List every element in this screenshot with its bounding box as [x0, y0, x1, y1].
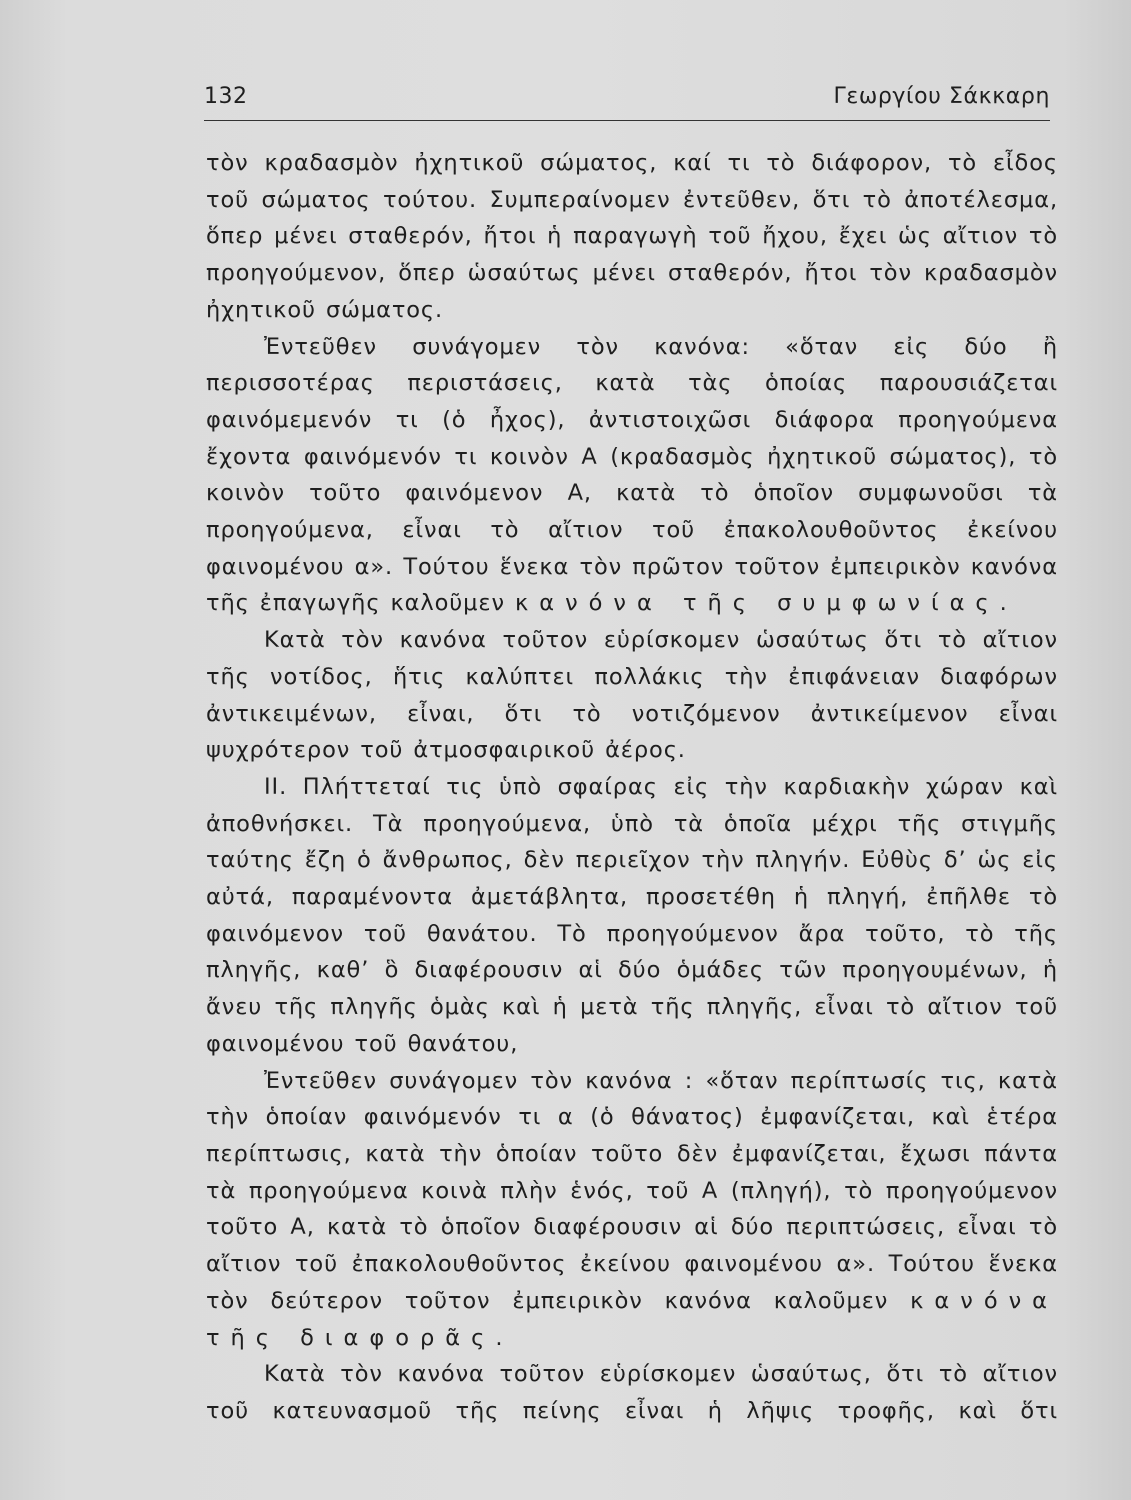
page-number: 132	[204, 84, 248, 109]
paragraph-2-end: .	[999, 590, 1008, 617]
header-rule	[204, 120, 1050, 121]
page-header	[204, 84, 1050, 118]
paragraph-2	[206, 329, 1058, 623]
paragraph-4: ΙΙ. Πλήττεταί τις ὑπὸ σφαίρας εἰς τὴν καρδιακὴν χώραν καὶ ἀποθνήσκει. Τὰ προηγούμενα, ὑπὸ τὰ ὁποῖα μέχρι τῆς στιγμῆς ταύτης ἔζη ὁ ἄνθρωπος, δὲν περιεῖχον τὴν πληγήν. Εὐθὺς δ’ ὡς εἰς αὐτά, παραμένοντα ἀμετάβλητα, προσετέθη ἡ πληγή, ἐπῆλθε τὸ φαινόμενον τοῦ θανάτου. Τὸ προηγούμενον ἄρα τοῦτο, τὸ τῆς πληγῆς, καθ’ ὃ διαφέρουσιν αἱ δύο ὁμάδες τῶν προηγουμένων, ἡ ἄνευ τῆς πληγῆς ὁμὰς καὶ ἡ μετὰ τῆς πληγῆς, εἶναι τὸ αἴτιον τοῦ φαινομένου τοῦ θανάτου,	[206, 773, 1058, 1057]
paragraph-5	[206, 1063, 1058, 1357]
paragraph-2-text: Ἐντεῦθεν συνάγομεν τὸν κανόνα: «ὅταν εἰς δύο ἢ περισσοτέρας περιστάσεις, κατὰ τὰς ὁποίας παρουσιάζεται φαινόμεμενόν τι (ὁ ἦχος), ἀντιστοιχῶσι διάφορα προηγούμενα ἔχοντα φαινόμενόν τι κοινὸν Α (κραδασμὸς ἠχητικοῦ σώματος), τὸ κοινὸν τοῦτο φαινόμενον Α, κατὰ τὸ ὁποῖον συμφωνοῦσι τὰ προηγούμενα, εἶναι τὸ αἴτιον τοῦ ἐπακολουθοῦντος ἐκείνου φαινομένου α». Τούτου ἕνεκα τὸν πρῶτον τοῦτον ἐμπειρικὸν κανόνα τῆς ἐπαγωγῆς καλοῦμεν	[206, 333, 1058, 617]
rule-of-agreement-term: κανόνα τῆς συμφωνίας	[515, 590, 1000, 617]
rule-of-difference-term: κανόνα τῆς διαφορᾶς	[206, 1287, 1058, 1351]
paragraph-3: Κατὰ τὸν κανόνα τοῦτον εὑρίσκομεν ὡσαύτως ὅτι τὸ αἴτιον τῆς νοτίδος, ἥτις καλύπτει πολλάκις τὴν ἐπιφάνειαν διαφόρων ἀντικειμένων, εἶναι, ὅτι τὸ νοτιζόμενον ἀντικείμενον εἶναι ψυχρότερον τοῦ ἀτμοσφαιρικοῦ ἀέρος.	[206, 627, 1058, 764]
paragraph-5-text: Ἐντεῦθεν συνάγομεν τὸν κανόνα : «ὅταν περίπτωσίς τις, κατὰ τὴν ὁποίαν φαινόμενόν τι α (ὁ θάνατος) ἐμφανίζεται, καὶ ἑτέρα περίπτωσις, κατὰ τὴν ὁποίαν τοῦτο δὲν ἐμφανίζεται, ἔχωσι πάντα τὰ προηγούμενα κοινὰ πλὴν ἑνός, τοῦ Α (πληγή), τὸ προηγούμενον τοῦτο Α, κατὰ τὸ ὁποῖον διαφέρουσιν αἱ δύο περιπτώσεις, εἶναι τὸ αἴτιον τοῦ ἐπακολουθοῦντος ἐκείνου φαινομένου α». Τούτου ἕνεκα τὸν δεύτερον τοῦτον ἐμπειρικὸν κανόνα καλοῦμεν	[206, 1067, 1058, 1314]
page-body	[206, 145, 1058, 1430]
paragraph-5-end: .	[495, 1324, 504, 1351]
running-head: Γεωργίου Σάκκαρη	[833, 84, 1050, 109]
paragraph-1: τὸν κραδασμὸν ἠχητικοῦ σώματος, καί τι τὸ διάφορον, τὸ εἶδος τοῦ σώματος τούτου. Συμπεραίνομεν ἐντεῦθεν, ὅτι τὸ ἀποτέλεσμα, ὅπερ μένει σταθερόν, ἤτοι ἡ παραγωγὴ τοῦ ἤχου, ἔχει ὡς αἴτιον τὸ προηγούμενον, ὅπερ ὡσαύτως μένει σταθερόν, ἤτοι τὸν κραδασμὸν ἠχητικοῦ σώματος.	[206, 150, 1058, 323]
paragraph-6: Κατὰ τὸν κανόνα τοῦτον εὑρίσκομεν ὡσαύτως, ὅτι τὸ αἴτιον τοῦ κατευνασμοῦ τῆς πείνης εἶναι ἡ λῆψις τροφῆς, καὶ ὅτι	[206, 1361, 1058, 1424]
